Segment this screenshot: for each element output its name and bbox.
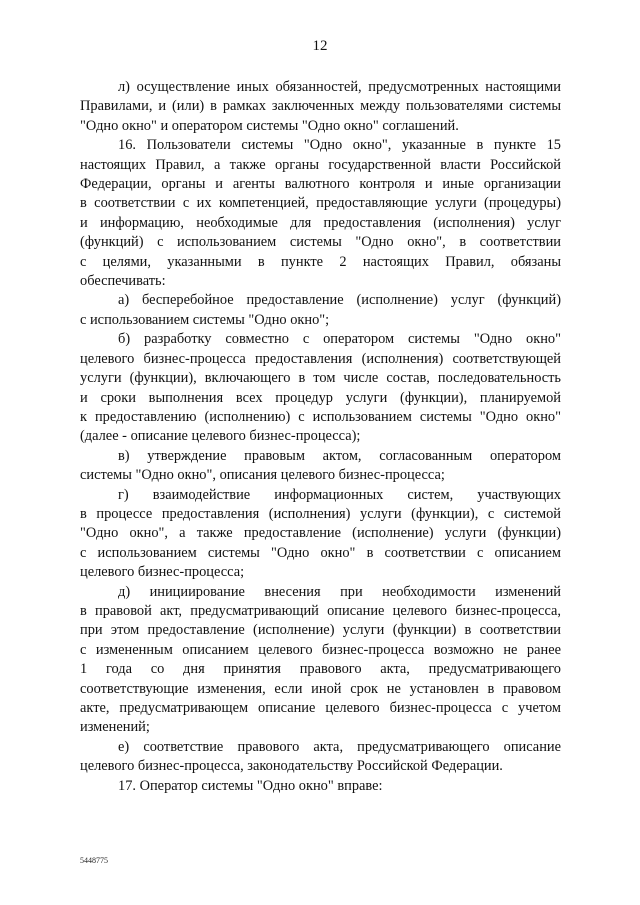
text-line: в) утверждение правовым актом, согласованным оператором	[118, 447, 561, 464]
document-body	[80, 78, 561, 796]
text-line: с использованием системы "Одно окно" в соответствии с описанием	[80, 544, 561, 561]
text-line: целевого бизнес-процесса предоставления (исполнения) соответствующей	[80, 350, 561, 367]
text-line: 1 года со дня принятия правового акта, предусматривающего	[80, 661, 561, 678]
text-line: в процессе предоставления (исполнения) услуги (функции), с системой	[80, 505, 561, 522]
text-line: целевого бизнес-процесса;	[80, 564, 245, 581]
paragraph	[80, 447, 561, 486]
text-line: Правилами, и (или) в рамках заключенных между пользователями системы	[80, 98, 561, 115]
text-line: изменений;	[80, 719, 150, 736]
paragraph	[80, 777, 561, 796]
text-line: с измененным описанием целевого бизнес-процесса возможно не ранее	[80, 641, 561, 658]
text-line: с целями, указанными в пункте 2 настоящих Правил, обязаны	[80, 253, 561, 270]
text-line: при этом предоставление (исполнение) услуги (функции) в соответствии	[80, 622, 561, 639]
text-line: в правовой акт, предусматривающий описание целевого бизнес-процесса,	[80, 602, 561, 619]
text-line: обеспечивать:	[80, 273, 166, 290]
text-line: в соответствии с их компетенцией, предоставляющие услуги (процедуры)	[80, 195, 561, 212]
text-line: е) соответствие правового акта, предусматривающего описание	[118, 738, 561, 755]
paragraph	[80, 738, 561, 777]
text-line: Федерации, органы и агенты валютного контроля и иные организации	[80, 176, 561, 193]
text-line: и сроки выполнения всех процедур услуги (функции), планируемой	[80, 389, 561, 406]
text-line: услуги (функции), включающего в том числе состав, последовательность	[80, 370, 561, 387]
paragraph	[80, 78, 561, 136]
text-line: г) взаимодействие информационных систем, участвующих	[118, 486, 561, 503]
text-line: "Одно окно" и оператором системы "Одно окно" соглашений.	[80, 117, 459, 134]
paragraph	[80, 291, 561, 330]
text-line: "Одно окно", а также предоставление (исполнение) услуги (функции)	[80, 525, 561, 542]
text-line: настоящих Правил, а также органы государственной власти Российской	[80, 156, 561, 173]
text-line: а) бесперебойное предоставление (исполнение) услуг (функций)	[118, 292, 561, 309]
paragraph	[80, 486, 561, 583]
text-line: с использованием системы "Одно окно";	[80, 311, 330, 328]
text-line: д) инициирование внесения при необходимости изменений	[118, 583, 561, 600]
text-line: соответствующие изменения, если иной срок не установлен в правовом	[80, 680, 561, 697]
text-line: (функций) с использованием системы "Одно окно", в соответствии	[80, 234, 561, 251]
document-code: 5448775	[80, 856, 108, 865]
text-line: к предоставлению (исполнению) с использованием системы "Одно окно"	[80, 408, 561, 425]
paragraph	[80, 330, 561, 446]
paragraph	[80, 136, 561, 291]
text-line: л) осуществление иных обязанностей, предусмотренных настоящими	[118, 79, 561, 95]
text-line: целевого бизнес-процесса, законодательству Российской Федерации.	[80, 758, 503, 775]
page-number: 12	[312, 38, 328, 54]
text-line: системы "Одно окно", описания целевого бизнес-процесса;	[80, 467, 445, 484]
text-line: 17. Оператор системы "Одно окно" вправе:	[118, 777, 383, 794]
paragraph	[80, 583, 561, 738]
text-line: и информацию, необходимые для предоставления (исполнения) услуг	[80, 214, 561, 231]
text-line: 16. Пользователи системы "Одно окно", указанные в пункте 15	[118, 137, 561, 154]
text-line: акте, предусматривающем описание целевого бизнес-процесса с учетом	[80, 700, 561, 716]
text-line: (далее - описание целевого бизнес-процесса);	[80, 428, 361, 445]
text-line: б) разработку совместно с оператором системы "Одно окно"	[118, 331, 561, 348]
